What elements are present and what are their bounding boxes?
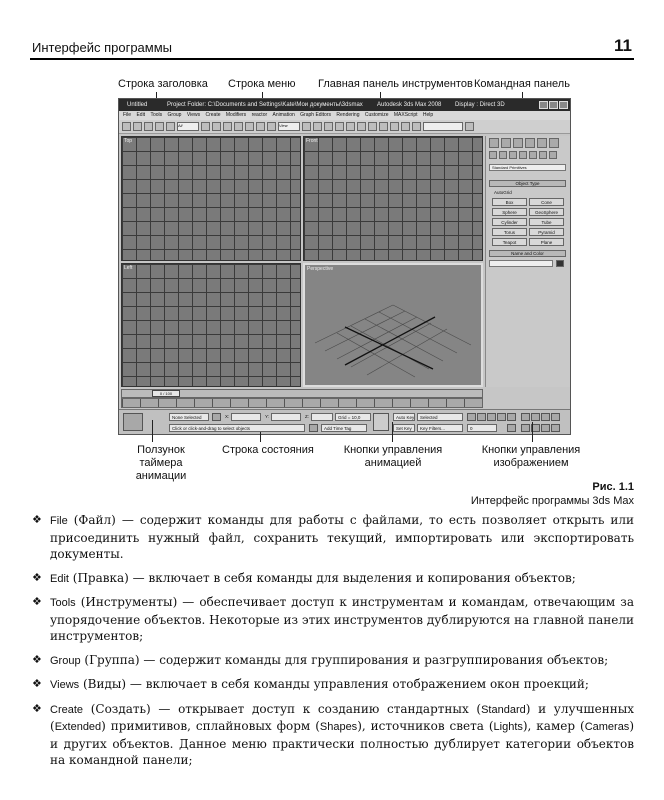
- systems-icon[interactable]: [549, 151, 557, 159]
- list-item: [30, 594, 634, 645]
- rotate-icon[interactable]: [256, 122, 265, 131]
- list-item: [30, 676, 634, 694]
- viewport-top[interactable]: [121, 136, 301, 261]
- diamond-bullet-icon: ❖: [32, 677, 42, 690]
- prompt-line: Click or click-and-drag to select objects: [169, 424, 305, 432]
- time-tag-icon[interactable]: [309, 424, 318, 432]
- diamond-bullet-icon: ❖: [32, 652, 42, 666]
- next-frame-icon[interactable]: [497, 413, 506, 421]
- viewport-left[interactable]: [121, 263, 301, 387]
- render-dropdown[interactable]: [423, 122, 463, 131]
- move-icon[interactable]: [245, 122, 254, 131]
- material-editor-icon[interactable]: [401, 122, 410, 131]
- primitive-buttons: [492, 198, 564, 246]
- rect-select-icon[interactable]: [223, 122, 232, 131]
- time-slider[interactable]: [121, 389, 483, 398]
- list-item: [30, 652, 634, 670]
- figure-caption: [471, 480, 634, 508]
- pyramid-button[interactable]: Pyramid: [529, 228, 564, 236]
- lock-selection-icon[interactable]: [212, 413, 221, 421]
- desc-tools: (Инструменты) — обеспечивает доступ к инструментам и командам, отвечающим за упорядочение объектов. Некоторые из этих инструментов дублируются на главной панели инструментов;: [50, 595, 634, 643]
- term-cameras: Cameras: [584, 721, 630, 733]
- term-edit: Edit: [50, 572, 69, 585]
- window-controls: [539, 101, 568, 109]
- helpers-icon[interactable]: [529, 151, 537, 159]
- unlink-icon[interactable]: [155, 122, 164, 131]
- set-key-icon[interactable]: [373, 413, 389, 431]
- running-head: Интерфейс программы: [32, 40, 173, 55]
- maximize-viewport-icon[interactable]: [551, 424, 560, 432]
- zoom-icon[interactable]: [521, 413, 530, 421]
- bind-icon[interactable]: [166, 122, 175, 131]
- app-screenshot: [118, 98, 571, 435]
- viewport-label-front: Front: [306, 138, 318, 144]
- menu-animation[interactable]: Animation: [272, 112, 295, 118]
- time-slider-thumb[interactable]: 0 / 100: [152, 390, 180, 397]
- key-mode-dropdown[interactable]: Selected: [417, 413, 463, 421]
- menu-description-list: [30, 512, 634, 776]
- track-bar[interactable]: [121, 398, 483, 408]
- z-label: Z:: [305, 414, 309, 419]
- tube-button[interactable]: Tube: [529, 218, 564, 226]
- motion-tab-icon[interactable]: [525, 138, 535, 148]
- command-panel-tabs: [489, 138, 559, 148]
- category-icons: [489, 151, 557, 159]
- layer-icon[interactable]: [379, 122, 388, 131]
- desc-create-1: (Создать) — открывает доступ к созданию стандартных (: [83, 701, 482, 716]
- align-icon[interactable]: [368, 122, 377, 131]
- leader-status: [260, 432, 261, 442]
- maxscript-listener[interactable]: [123, 413, 143, 431]
- perspective-grid-icon: [305, 265, 481, 385]
- snap-icon[interactable]: [324, 122, 333, 131]
- plane-button[interactable]: Plane: [529, 238, 564, 246]
- hierarchy-tab-icon[interactable]: [513, 138, 523, 148]
- grid-size: Grid = 10,0: [335, 413, 371, 421]
- desc-create-2: ) и улучшенных (: [50, 701, 635, 733]
- menu-rendering[interactable]: Rendering: [336, 112, 360, 118]
- term-shapes: Shapes: [319, 721, 358, 733]
- minimize-icon[interactable]: [539, 101, 548, 109]
- select-by-name-icon[interactable]: [212, 122, 221, 131]
- selection-status: None Selected: [169, 413, 209, 421]
- select-icon[interactable]: [201, 122, 210, 131]
- viewports: [121, 136, 483, 387]
- menu-help[interactable]: Help: [422, 112, 434, 118]
- name-and-color-rollout[interactable]: Name and Color: [489, 250, 566, 257]
- menu-maxscript[interactable]: MAXScript: [393, 112, 418, 118]
- spacewarps-icon[interactable]: [539, 151, 547, 159]
- callout-command-panel: Командная панель: [474, 78, 570, 90]
- desc-create-3: ) примитивов, сплайновых форм (: [101, 719, 320, 733]
- object-name-input[interactable]: [489, 260, 553, 267]
- maximize-icon[interactable]: [549, 101, 558, 109]
- autogrid-checkbox[interactable]: AutoGrid: [494, 190, 512, 195]
- leader-view: [532, 422, 533, 442]
- create-tab-icon[interactable]: [489, 138, 499, 148]
- term-standard: Standard: [481, 703, 526, 716]
- term-create: Create: [50, 703, 84, 716]
- desc-create-4: ), источников света (: [357, 719, 494, 733]
- set-key-button[interactable]: Set Key: [393, 424, 415, 432]
- geosphere-button[interactable]: GeoSphere: [529, 208, 564, 216]
- desc-edit: (Правка) — включает в себя команды для выделения и копирования объектов;: [68, 570, 576, 585]
- curve-editor-icon[interactable]: [390, 122, 399, 131]
- viewport-front[interactable]: [303, 136, 483, 261]
- command-panel: [485, 136, 570, 387]
- menu-create[interactable]: Create: [205, 112, 221, 118]
- term-lights: Lights: [493, 721, 523, 733]
- key-filters-button[interactable]: Key Filters...: [417, 424, 463, 432]
- list-item: [30, 512, 634, 563]
- viewport-label-top: Top: [124, 138, 133, 144]
- diamond-bullet-icon: ❖: [32, 701, 42, 715]
- sphere-button[interactable]: Sphere: [492, 208, 527, 216]
- zoom-extents-icon[interactable]: [541, 413, 550, 421]
- scale-icon[interactable]: [267, 122, 276, 131]
- close-icon[interactable]: [559, 101, 568, 109]
- current-frame-input[interactable]: 0: [467, 424, 497, 432]
- cone-button[interactable]: Cone: [529, 198, 564, 206]
- menu-bar: [119, 111, 570, 120]
- figure-number: Рис. 1.1: [592, 481, 634, 493]
- term-group: Group: [50, 654, 81, 667]
- callout-time-slider: Ползунок таймера анимации: [135, 444, 187, 482]
- y-coordinate[interactable]: [271, 413, 301, 421]
- redo-icon[interactable]: [133, 122, 142, 131]
- box-button[interactable]: Box: [492, 198, 527, 206]
- cameras-icon[interactable]: [519, 151, 527, 159]
- angle-snap-icon[interactable]: [335, 122, 344, 131]
- callout-title-bar: Строка заголовка: [118, 78, 208, 90]
- title-file: Untitled: [127, 102, 148, 108]
- menu-customize[interactable]: Customize: [364, 112, 389, 118]
- list-item: [30, 701, 634, 769]
- zoom-extents-all-icon[interactable]: [551, 413, 560, 421]
- list-item: [30, 570, 634, 588]
- page-number: 11: [614, 36, 632, 55]
- selection-filter[interactable]: All: [177, 122, 199, 131]
- pivot-icon[interactable]: [302, 122, 311, 131]
- callout-main-toolbar: Главная панель инструментов: [318, 78, 473, 90]
- title-display: Display : Direct 3D: [455, 102, 505, 108]
- geometry-icon[interactable]: [489, 151, 497, 159]
- link-icon[interactable]: [144, 122, 153, 131]
- cylinder-button[interactable]: Cylinder: [492, 218, 527, 226]
- window-crossing-icon[interactable]: [234, 122, 243, 131]
- z-coordinate[interactable]: [311, 413, 333, 421]
- desc-views: (Виды) — включает в себя команды управления отображением окон проекций;: [79, 677, 589, 691]
- diamond-bullet-icon: ❖: [32, 570, 42, 584]
- teapot-button[interactable]: Teapot: [492, 238, 527, 246]
- status-bar: [119, 409, 570, 435]
- menu-group[interactable]: Group: [167, 112, 182, 118]
- viewport-perspective[interactable]: [303, 263, 483, 387]
- desc-group: (Группа) — содержит команды для группирования и разгруппирования объектов;: [80, 652, 609, 667]
- term-file: File: [50, 515, 68, 527]
- y-label: Y:: [265, 414, 270, 419]
- percent-snap-icon[interactable]: [346, 122, 355, 131]
- torus-button[interactable]: Torus: [492, 228, 527, 236]
- diamond-bullet-icon: ❖: [32, 513, 42, 526]
- leader-timeslider: [152, 420, 153, 442]
- menu-file[interactable]: File: [123, 112, 132, 118]
- field-of-view-icon[interactable]: [521, 424, 530, 432]
- menu-reactor[interactable]: reactor: [251, 112, 268, 118]
- desc-create-5: ), камер (: [522, 719, 585, 733]
- undo-icon[interactable]: [122, 122, 131, 131]
- mirror-icon[interactable]: [357, 122, 366, 131]
- main-toolbar: [119, 120, 570, 134]
- figure-title: Интерфейс программы 3ds Max: [470, 495, 634, 507]
- title-bar: [119, 99, 570, 111]
- term-tools: Tools: [50, 597, 76, 609]
- go-to-end-icon[interactable]: [507, 413, 516, 421]
- menu-edit[interactable]: Edit: [136, 112, 146, 118]
- prev-frame-icon[interactable]: [477, 413, 486, 421]
- display-tab-icon[interactable]: [537, 138, 547, 148]
- menu-tools[interactable]: Tools: [150, 112, 163, 118]
- diamond-bullet-icon: ❖: [32, 595, 42, 608]
- viewport-label-left: Left: [124, 265, 133, 271]
- menu-graph-editors[interactable]: Graph Editors: [300, 112, 332, 118]
- title-app: Autodesk 3ds Max 2008: [377, 102, 442, 108]
- lights-icon[interactable]: [509, 151, 517, 159]
- viewport-label-perspective: Perspective: [307, 266, 334, 272]
- callout-menu-bar: Строка меню: [228, 78, 296, 90]
- desc-create-6: ) и других объектов. Данное меню практически полностью дублирует категории объектов на командной панели;: [50, 719, 634, 767]
- object-type-rollout[interactable]: Object Type: [489, 180, 566, 187]
- primitive-type-dropdown[interactable]: Standard Primitives: [489, 164, 566, 171]
- manipulate-icon[interactable]: [313, 122, 322, 131]
- zoom-all-icon[interactable]: [531, 413, 540, 421]
- term-views: Views: [50, 679, 80, 691]
- time-config-icon[interactable]: [507, 424, 516, 432]
- modify-tab-icon[interactable]: [501, 138, 511, 148]
- menu-modifiers[interactable]: Modifiers: [225, 112, 247, 118]
- add-time-tag[interactable]: Add Time Tag: [321, 424, 367, 432]
- orbit-icon[interactable]: [541, 424, 550, 432]
- quick-render-icon[interactable]: [465, 122, 474, 131]
- title-project: Project Folder: C:\Documents and Settings\Kate\Мои документы\3dsmax: [167, 102, 363, 108]
- callout-view-controls: Кнопки управления изображением: [481, 444, 581, 469]
- term-extended: Extended: [54, 721, 102, 733]
- x-coordinate[interactable]: [231, 413, 261, 421]
- callout-status-bar: Строка состояния: [222, 444, 314, 456]
- reference-coord[interactable]: View: [278, 122, 300, 131]
- leader-anim: [392, 422, 393, 442]
- utilities-tab-icon[interactable]: [549, 138, 559, 148]
- desc-file: (Файл) — содержит команды для работы с файлами, то есть позволяет открыть или присоединить нужный файл, сохранить текущий, импортировать или экспортировать документы.: [50, 513, 634, 561]
- go-to-start-icon[interactable]: [467, 413, 476, 421]
- x-label: X:: [225, 414, 230, 419]
- page-header: [30, 36, 634, 60]
- shapes-icon[interactable]: [499, 151, 507, 159]
- render-setup-icon[interactable]: [412, 122, 421, 131]
- menu-views[interactable]: Views: [186, 112, 201, 118]
- play-icon[interactable]: [487, 413, 496, 421]
- callout-anim-controls: Кнопки управления анимацией: [343, 444, 443, 469]
- auto-key-button[interactable]: Auto Key: [393, 413, 415, 421]
- object-color-swatch[interactable]: [556, 260, 564, 267]
